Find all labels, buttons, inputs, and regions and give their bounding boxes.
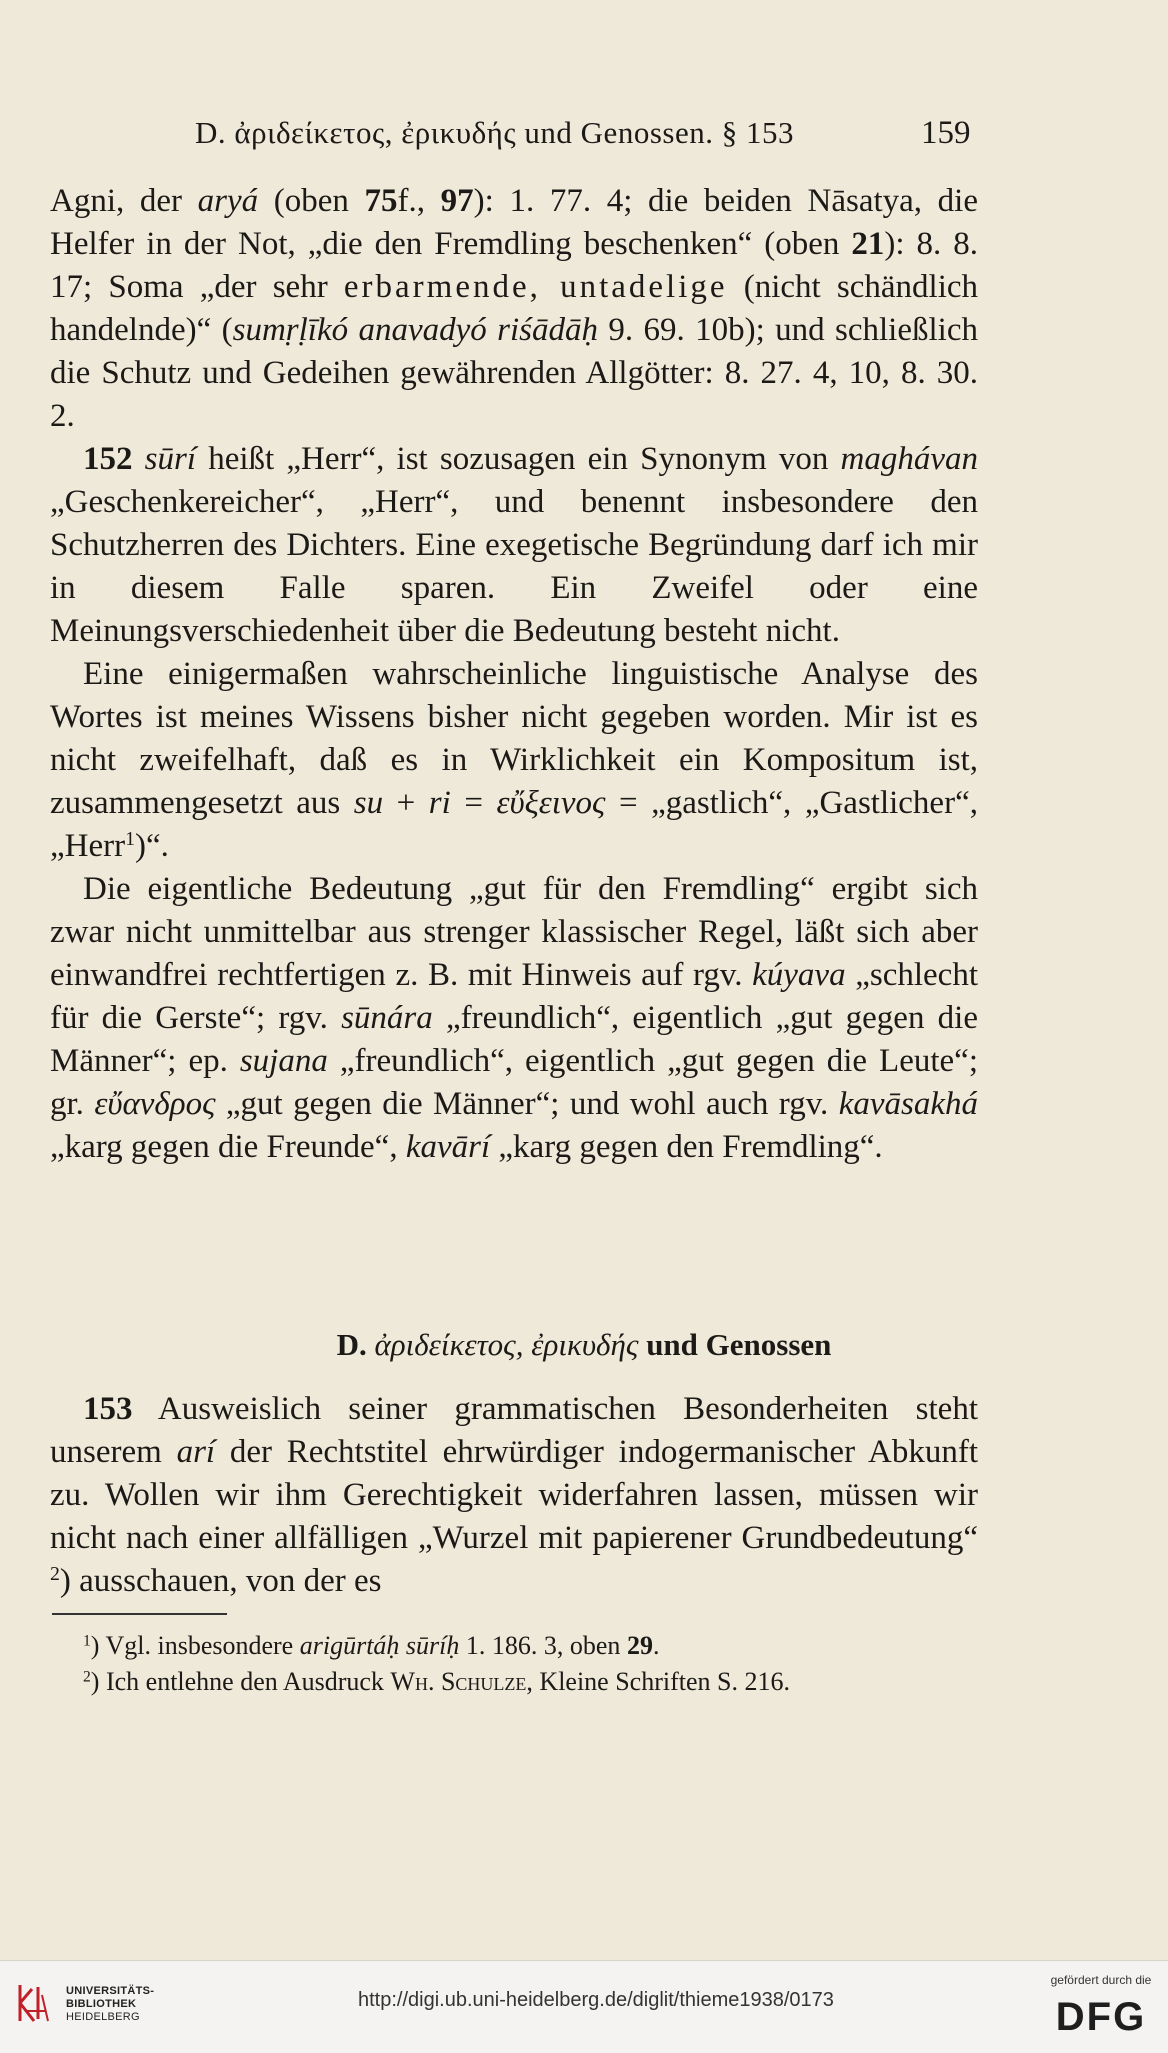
institution-line: BIBLIOTHEK [66, 1998, 137, 2010]
body-text-top [50, 180, 978, 1169]
section-heading-suffix: und Genossen [646, 1327, 832, 1362]
permalink-url[interactable]: http://digi.ub.uni-heidelberg.de/diglit/thieme1938/0173 [358, 1989, 834, 2011]
viewer-footer [0, 1960, 1168, 2053]
running-title: D. ἀριδείκετος, ἐρικυδής und Genossen. § 153 [195, 115, 794, 150]
footnotes [50, 1628, 978, 1700]
footnote-divider [52, 1613, 227, 1615]
paragraph: Eine einigermaßen wahrscheinliche linguistische Analyse des Wortes ist meines Wissens bisher nicht gegeben worden. Mir ist es nicht zweifelhaft, daß es in Wirklichkeit ein Kompositum ist, zusammengesetzt aus su + ri = εὔξεινος = „gastlich“, „Gastlicher“, „Herr$^1$)“. [50, 656, 978, 864]
section-heading-prefix: D. [336, 1327, 367, 1362]
institution-line: UNIVERSITÄTS- [66, 1985, 155, 1997]
dfg-logo: DFG [1055, 1995, 1147, 2039]
institution-name [66, 1985, 154, 2024]
body-text-bottom [50, 1388, 978, 1603]
paragraph: 152 sūrí heißt „Herr“, ist sozusagen ein Synonym von maghávan „Geschenkereicher“, „Herr“, und benennt insbesondere den Schutzherren des Dichters. Eine exegetische Begründung darf ich mir in diesem Falle sparen. Ein Zweifel oder eine Meinungsverschiedenheit über die Bedeutung besteht nicht. [50, 441, 978, 649]
section-heading [0, 1327, 1168, 1363]
paragraph: Agni, der aryá (oben 75f., 97): 1. 77. 4; die beiden Nāsatya, die Helfer in der Not, „die den Fremdling beschenken“ (oben 21): 8. 8. 17; Soma „der sehr erbarmende, untadelige (nicht schändlich handelnde)“ (sumṛḷīkó anavadyó riśādāḥ 9. 69. 10b); und schließlich die Schutz und Gedeihen gewährenden Allgötter: 8. 27. 4, 10, 8. 30. 2. [50, 183, 979, 434]
footnote: $^1$) Vgl. insbesondere arigūrtáḥ sūríḥ 1. 186. 3, oben 29. [83, 1631, 660, 1660]
funding-note: gefördert durch die [1050, 1973, 1152, 1987]
paragraph: Die eigentliche Bedeutung „gut für den Fremdling“ ergibt sich zwar nicht unmittelbar aus strenger klassischer Regel, läßt sich aber einwandfrei rechtfertigen z. B. mit Hinweis auf rgv. kúyava „schlecht für die Gerste“; rgv. sūnára „freundlich“, eigentlich „gut gegen die Männer“; ep. sujana „freundlich“, eigentlich „gut gegen die Leute“; gr. εὔανδρος „gut gegen die Männer“; und wohl auch rgv. kavāsakhá „karg gegen die Freunde“, kavārí „karg gegen den Fremdling“. [50, 871, 978, 1165]
university-library-logo-icon [12, 1981, 52, 2025]
institution-line: HEIDELBERG [66, 2011, 140, 2023]
footnote: $^2$) Ich entlehne den Ausdruck Wh. Schulze, Kleine Schriften S. 216. [83, 1667, 790, 1696]
page-number: 159 [921, 115, 971, 151]
section-heading-greek: ἀριδείκετος, ἐρικυδής [374, 1327, 639, 1362]
paragraph: 153 Ausweislich seiner grammatischen Besonderheiten steht unserem arí der Rechtstitel ehrwürdiger indogermanischer Abkunft zu. Wollen wir ihm Gerechtigkeit widerfahren lassen, müssen wir nicht nach einer allfälligen „Wurzel mit papierener Grundbedeutung“ $^2$) ausschauen, von der es [50, 1391, 978, 1599]
running-header [0, 115, 1168, 155]
